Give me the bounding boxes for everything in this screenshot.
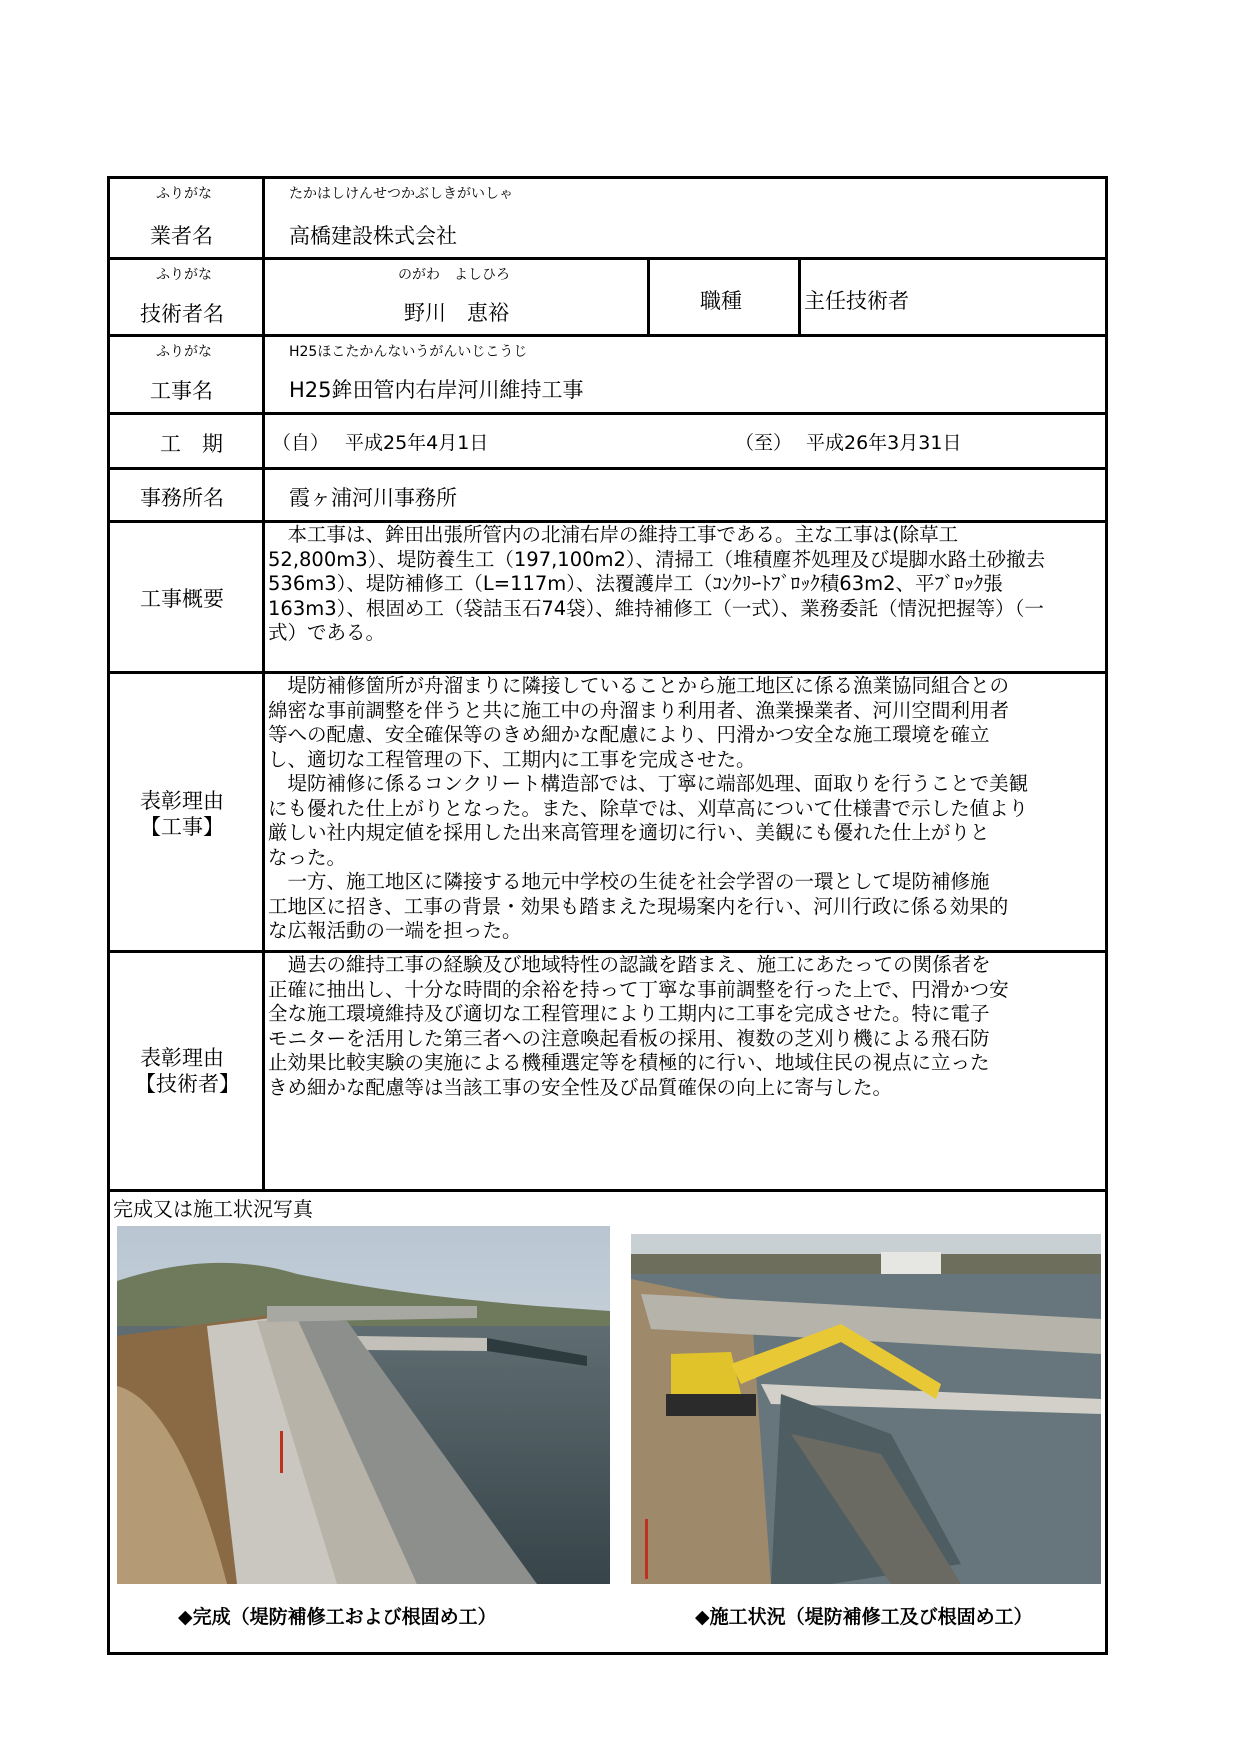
company-label: 業者名 [150, 224, 213, 248]
project-furigana: H25ほこたかんないうがんいじこうじ [289, 344, 528, 360]
column-divider [647, 257, 650, 337]
project-name: H25鉾田管内右岸河川維持工事 [289, 378, 584, 402]
company-name: 高橋建設株式会社 [289, 224, 457, 248]
engineer-name: 野川 恵裕 [404, 301, 509, 325]
photo-section-title: 完成又は施工状況写真 [113, 1197, 313, 1221]
period-from-date: 平成25年4月1日 [345, 432, 489, 454]
construction-excavator-photo [631, 1234, 1101, 1584]
engineer-furigana-label: ふりがな [156, 267, 212, 283]
column-divider [262, 176, 265, 1192]
row-divider [107, 412, 1108, 415]
reason-engineer-label-1: 表彰理由 [140, 1046, 224, 1070]
project-furigana-label: ふりがな [156, 344, 212, 360]
row-divider [107, 257, 1108, 260]
project-label: 工事名 [150, 379, 213, 403]
office-name: 霞ヶ浦河川事務所 [289, 486, 457, 510]
reason-engineer-text: 過去の維持工事の経験及び地域特性の認識を踏まえ、施工にあたっての関係者を 正確に抽出し、十分な時間的余裕を持って丁寧な事前調整を行った上で、円滑かつ安 全な施工環境維持及び適切な工程管理により工期内に工事を完成させた。特に電子 モニターを活用した第三者への注意喚起看板の採用、複数の芝刈り機による飛石防 止効果比較実験の実施による機種選定等を積極的に行い、地域住民の視点に立った きめ細かな配慮等は当該工事の安全性及び品質確保の向上に寄与した。 [268, 953, 1009, 1099]
completed-embankment-photo [117, 1226, 610, 1584]
overview-label: 工事概要 [140, 587, 224, 611]
reason-work-text: 堤防補修箇所が舟溜まりに隣接していることから施工地区に係る漁業協同組合との 綿密な事前調整を伴うと共に施工中の舟溜まり利用者、漁業操業者、河川空間利用者 等への配慮、安全確保等のきめ細かな配慮により、円滑かつ安全な施工環境を確立 し、適切な工程管理の下、工期内に工事を完成させた。 堤防補修に係るコンクリート構造部では、丁寧に端部処理、面取りを行うことで美観 にも優れた仕上がりとなった。また、除草では、刈草高について仕様書で示した値より 厳しい社内規定値を採用した出来高管理を適切に行い、美観にも優れた仕上がりと なった。 一方、施工地区に隣接する地元中学校の生徒を社会学習の一環として堤防補修施 工地区に招き、工事の背景・効果も踏まえた現場案内を行い、河川行政に係る効果的 な広報活動の一端を担った。 [268, 674, 1029, 942]
engineer-label: 技術者名 [140, 302, 224, 326]
job-type-value: 主任技術者 [804, 289, 909, 313]
construction-photo-caption: ◆施工状況（堤防補修工及び根固め工） [695, 1606, 1033, 1628]
completed-photo-caption: ◆完成（堤防補修工および根固め工） [178, 1606, 497, 1628]
company-furigana: たかはしけんせつかぶしきがいしゃ [289, 186, 513, 202]
reason-work-label-1: 表彰理由 [140, 789, 224, 813]
period-from-label: （自） [272, 432, 330, 454]
reason-work-label-2: 【工事】 [140, 815, 224, 839]
row-divider [107, 467, 1108, 470]
row-divider [107, 334, 1108, 337]
engineer-furigana: のがわ よしひろ [398, 267, 510, 283]
job-type-label: 職種 [700, 289, 742, 313]
overview-text: 本工事は、鉾田出張所管内の北浦右岸の維持工事である。主な工事は(除草工 52,800m3）、堤防養生工（197,100m2）、清掃工（堆積塵芥処理及び堤脚水路土砂撤去 536m3）、堤防補修工（L=117m）、法覆護岸工（ｺﾝｸﾘｰﾄﾌﾞﾛｯｸ積63m2、平ﾌﾞﾛｯｸ張 163m3）、根固め工（袋詰玉石74袋）、維持補修工（一式）、業務委託（情況把握等）（一 式）である。 [268, 523, 1046, 644]
row-divider [107, 1189, 1108, 1192]
office-label: 事務所名 [140, 486, 224, 510]
period-to-date: 平成26年3月31日 [806, 432, 962, 454]
company-furigana-label: ふりがな [156, 186, 212, 202]
column-divider [798, 257, 801, 337]
period-to-label: （至） [735, 432, 793, 454]
period-label: 工 期 [160, 432, 223, 456]
reason-engineer-label-2: 【技術者】 [135, 1072, 240, 1096]
